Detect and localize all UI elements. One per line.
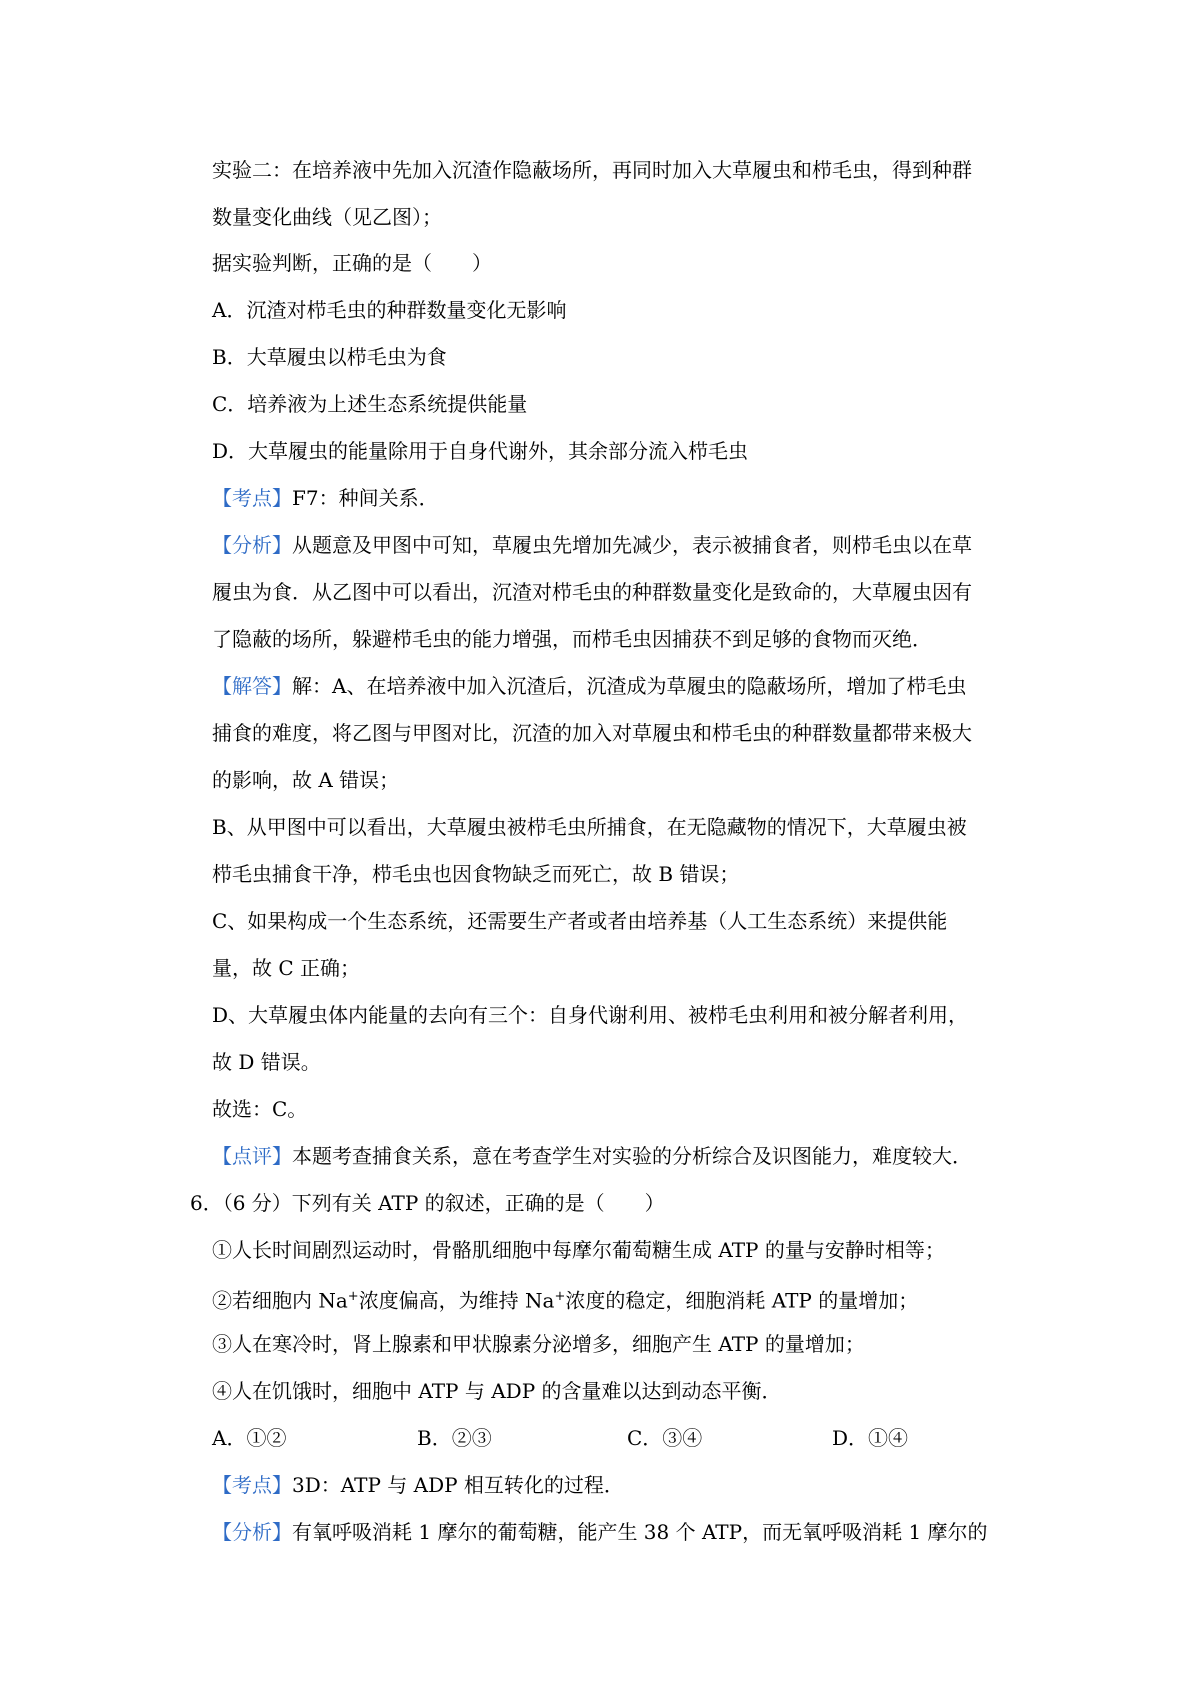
statement-2 [212,1284,918,1314]
fenxi-text: 有氧呼吸消耗 1 摩尔的葡萄糖，能产生 38 个 ATP，而无氧呼吸消耗 1 摩尔的 [292,1520,988,1544]
kaodian-tag: 【考点】 [212,486,292,510]
text-line: 栉毛虫捕食干净，栉毛虫也因食物缺乏而死亡，故 B 错误； [212,862,740,886]
kaodian-text: 3D：ATP 与 ADP 相互转化的过程． [292,1473,624,1497]
dianping-tag: 【点评】 [212,1144,292,1168]
fenxi-line-2 [212,1519,988,1545]
option-c: C．培养液为上述生态系统提供能量 [212,392,528,416]
statement-3: ③人在寒冷时，肾上腺素和甲状腺素分泌增多，细胞产生 ATP 的量增加； [212,1332,865,1356]
options-row [212,1425,908,1451]
text-line: 数量变化曲线（见乙图）； [212,205,442,229]
statement-4: ④人在饥饿时，细胞中 ATP 与 ADP 的含量难以达到动态平衡． [212,1379,782,1403]
kaodian-line [212,485,439,511]
text-line: C、如果构成一个生态系统，还需要生产者或者由培养基（人工生态系统）来提供能 [212,909,948,933]
text-line: D、大草履虫体内能量的去向有三个：自身代谢利用、被栉毛虫利用和被分解者利用， [212,1003,969,1027]
dianping-line [212,1143,972,1169]
fenxi-tag: 【分析】 [212,533,292,557]
choice-c: C．③④ [627,1426,703,1450]
jieda-line [212,673,966,699]
option-d: D．大草履虫的能量除用于自身代谢外，其余部分流入栉毛虫 [212,439,749,463]
superscript-plus: + [347,1289,359,1304]
answer-line: 故选：C。 [212,1097,308,1121]
option-a: A．沉渣对栉毛虫的种群数量变化无影响 [212,298,567,322]
jieda-text: 解：A、在培养液中加入沉渣后，沉渣成为草履虫的隐蔽场所，增加了栉毛虫 [292,674,967,698]
statement-2-part: 浓度偏高，为维持 Na [358,1288,555,1313]
option-b: B．大草履虫以栉毛虫为食 [212,345,447,369]
question-6-title: 6．（6 分）下列有关 ATP 的叙述，正确的是（ ） [190,1191,665,1215]
kaodian-text: F7：种间关系． [292,486,439,510]
kaodian-line-2 [212,1472,624,1498]
choice-a: A．①② [212,1426,287,1450]
fenxi-text: 从题意及甲图中可知，草履虫先增加先减少，表示被捕食者，则栉毛虫以在草 [292,533,972,557]
text-line: 故 D 错误。 [212,1050,321,1074]
statement-1: ①人长时间剧烈运动时，骨骼肌细胞中每摩尔葡萄糖生成 ATP 的量与安静时相等； [212,1238,945,1262]
superscript-plus: + [554,1289,566,1304]
fenxi-line [212,532,972,558]
choice-d: D．①④ [832,1426,909,1450]
text-line: 实验二：在培养液中先加入沉渣作隐蔽场所，再同时加入大草履虫和栉毛虫，得到种群 [212,158,972,182]
jieda-tag: 【解答】 [212,674,292,698]
text-line: 捕食的难度，将乙图与甲图对比，沉渣的加入对草履虫和栉毛虫的种群数量都带来极大 [212,721,972,745]
text-line: 量，故 C 正确； [212,956,361,980]
text-line: 的影响，故 A 错误； [212,768,400,792]
statement-2-part: ②若细胞内 Na [212,1288,348,1313]
fenxi-tag: 【分析】 [212,1520,292,1544]
text-line: 了隐蔽的场所，躲避栉毛虫的能力增强，而栉毛虫因捕获不到足够的食物而灭绝． [212,627,932,651]
kaodian-tag: 【考点】 [212,1473,292,1497]
text-line: B、从甲图中可以看出，大草履虫被栉毛虫所捕食，在无隐藏物的情况下，大草履虫被 [212,815,967,839]
statement-2-part: 浓度的稳定，细胞消耗 ATP 的量增加； [565,1288,919,1313]
text-line: 履虫为食．从乙图中可以看出，沉渣对栉毛虫的种群数量变化是致命的，大草履虫因有 [212,580,972,604]
choice-b: B．②③ [417,1426,492,1450]
text-line: 据实验判断，正确的是（ ） [212,251,492,275]
dianping-text: 本题考查捕食关系，意在考查学生对实验的分析综合及识图能力，难度较大． [292,1144,972,1168]
